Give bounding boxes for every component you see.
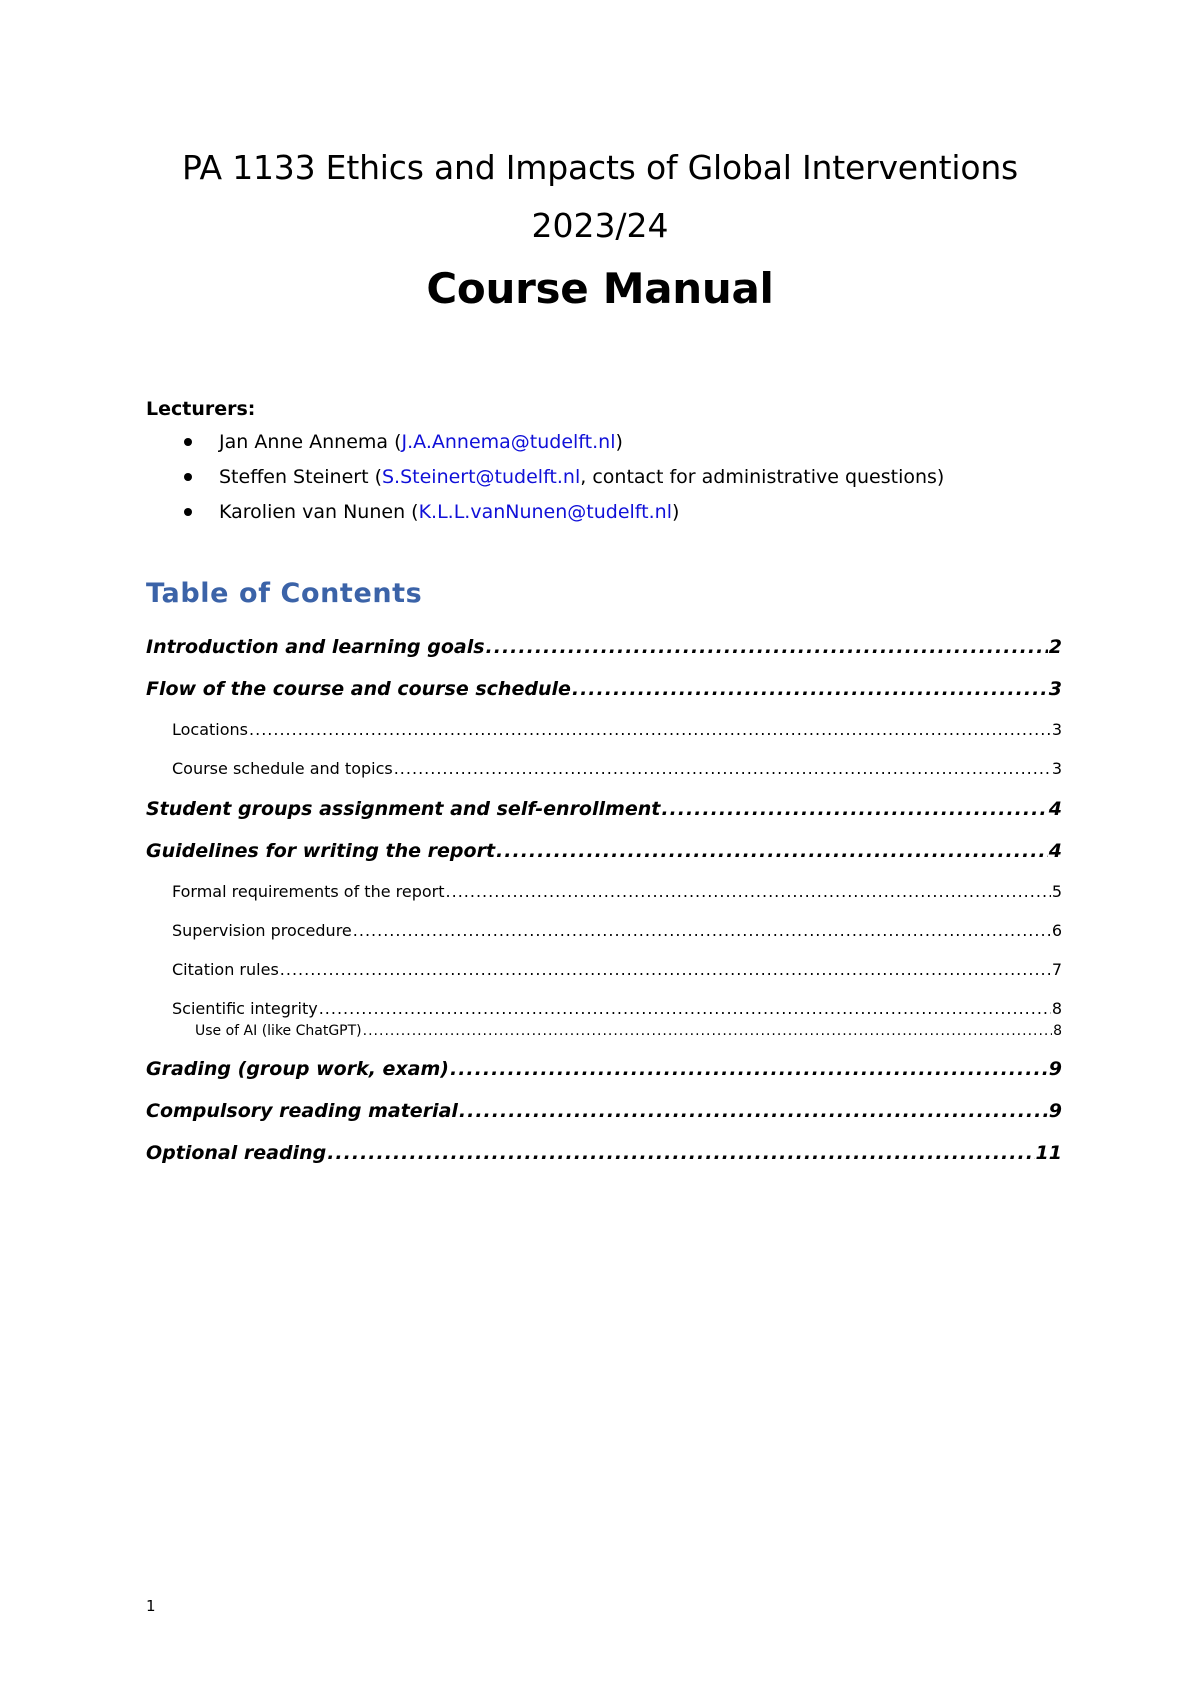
toc-page-number: 5: [1051, 882, 1062, 901]
toc-page-number: 2: [1048, 636, 1062, 658]
toc-entry-text: Flow of the course and course schedule: [146, 678, 571, 700]
toc-entry-text: Student groups assignment and self-enrollment: [146, 798, 661, 820]
toc-page-number: 4: [1048, 798, 1062, 820]
toc-entry-text: Supervision procedure: [172, 921, 352, 940]
lecturer-item: [146, 498, 1066, 533]
lecturers-label: Lecturers:: [146, 398, 256, 420]
toc-entry-text: Course schedule and topics: [172, 759, 393, 778]
lecturer-name: Karolien van Nunen (: [219, 501, 419, 523]
toc-leader-dots: [446, 876, 1051, 907]
page-number: 1: [146, 1597, 156, 1615]
toc-leader-dots: [459, 1094, 1048, 1128]
toc-entry-text: Locations: [172, 720, 249, 739]
course-year: 2023/24: [531, 206, 669, 245]
table-of-contents: [146, 630, 1062, 1178]
bullet-icon: [184, 473, 192, 481]
toc-leader-dots: [353, 915, 1051, 946]
toc-entry-text: Citation rules: [172, 960, 279, 979]
toc-entry-introduction[interactable]: [146, 630, 1062, 672]
lecturer-email-link[interactable]: J.A.Annema@tudelft.nl: [401, 431, 616, 453]
toc-entry-text: Guidelines for writing the report: [146, 840, 496, 862]
bullet-icon: [184, 438, 192, 446]
toc-entry-compulsory-reading[interactable]: [146, 1094, 1062, 1136]
toc-page-number: 8: [1053, 1023, 1062, 1039]
toc-page-number: 6: [1051, 921, 1062, 940]
toc-entry-course-schedule[interactable]: [146, 753, 1062, 792]
toc-leader-dots: [486, 630, 1048, 664]
toc-page-number: 9: [1048, 1100, 1062, 1122]
toc-entry-text: Scientific integrity: [172, 999, 318, 1018]
toc-entry-text: Compulsory reading material: [146, 1100, 458, 1122]
toc-entry-formal-requirements[interactable]: [146, 876, 1062, 915]
toc-entry-optional-reading[interactable]: [146, 1136, 1062, 1178]
toc-leader-dots: [249, 714, 1051, 745]
toc-leader-dots: [496, 834, 1048, 868]
course-title: PA 1133 Ethics and Impacts of Global Interventions: [181, 148, 1019, 187]
toc-entry-guidelines[interactable]: [146, 834, 1062, 876]
lecturer-suffix: ): [671, 501, 680, 523]
toc-page-number: 3: [1048, 678, 1062, 700]
toc-entry-use-of-ai[interactable]: [146, 1020, 1062, 1052]
toc-leader-dots: [363, 1020, 1052, 1042]
toc-entry-text: Formal requirements of the report: [172, 882, 445, 901]
toc-page-number: 8: [1051, 999, 1062, 1018]
toc-page-number: 3: [1051, 720, 1062, 739]
toc-entry-grading[interactable]: [146, 1052, 1062, 1094]
lecturer-email-link[interactable]: S.Steinert@tudelft.nl: [381, 466, 581, 488]
toc-leader-dots: [394, 753, 1051, 784]
toc-entry-flow-of-course[interactable]: [146, 672, 1062, 714]
lecturer-name: Jan Anne Annema (: [219, 431, 402, 453]
lecturer-email-link[interactable]: K.L.L.vanNunen@tudelft.nl: [418, 501, 672, 523]
toc-heading: Table of Contents: [146, 578, 423, 609]
toc-page-number: 11: [1035, 1142, 1062, 1164]
lecturer-suffix: , contact for administrative questions): [580, 466, 945, 488]
toc-entry-text: Optional reading: [146, 1142, 327, 1164]
toc-page-number: 7: [1051, 960, 1062, 979]
lecturer-name: Steffen Steinert (: [219, 466, 382, 488]
lecturer-item: [146, 428, 1066, 463]
manual-title: Course Manual: [426, 264, 774, 313]
toc-entry-citation-rules[interactable]: [146, 954, 1062, 993]
toc-leader-dots: [572, 672, 1048, 706]
lecturer-item: [146, 463, 1066, 498]
toc-page-number: 3: [1051, 759, 1062, 778]
toc-entry-text: Grading (group work, exam): [146, 1058, 449, 1080]
bullet-icon: [184, 508, 192, 516]
lecturer-suffix: ): [615, 431, 623, 453]
toc-entry-text: Use of AI (like ChatGPT): [195, 1023, 362, 1039]
toc-entry-text: Introduction and learning goals: [146, 636, 485, 658]
toc-entry-student-groups[interactable]: [146, 792, 1062, 834]
toc-leader-dots: [327, 1136, 1034, 1170]
toc-page-number: 9: [1048, 1058, 1062, 1080]
lecturers-section: [146, 398, 1066, 533]
toc-leader-dots: [450, 1052, 1048, 1086]
toc-leader-dots: [280, 954, 1051, 985]
toc-leader-dots: [661, 792, 1047, 826]
toc-entry-locations[interactable]: [146, 714, 1062, 753]
toc-page-number: 4: [1048, 840, 1062, 862]
toc-entry-supervision[interactable]: [146, 915, 1062, 954]
